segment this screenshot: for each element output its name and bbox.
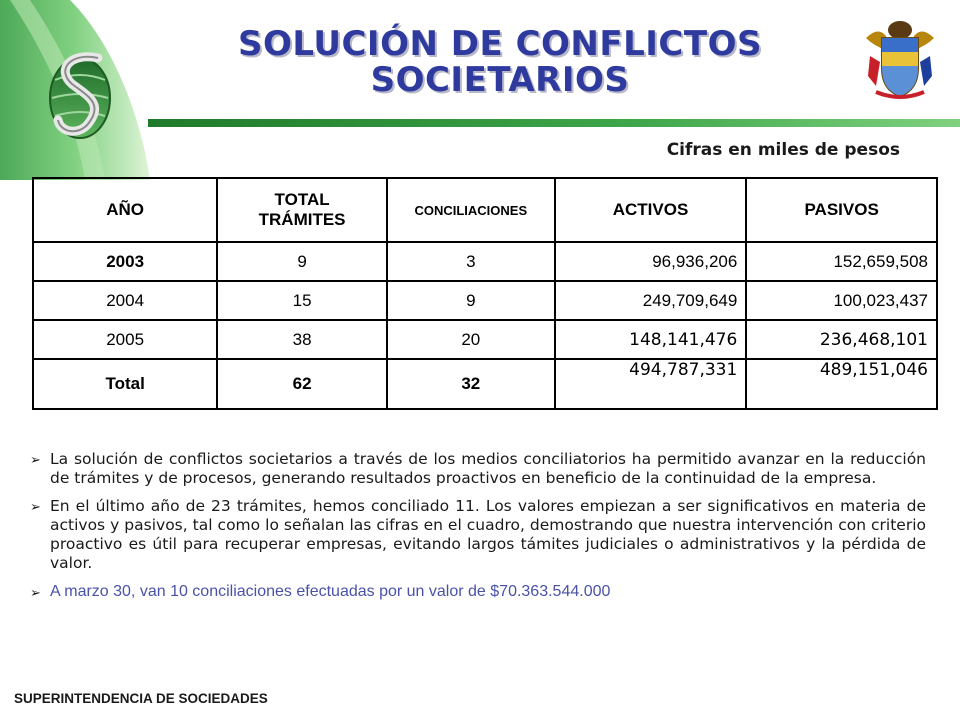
cell-total: 15 <box>217 281 387 320</box>
table-row <box>33 281 937 320</box>
arrow-bullet-icon: ➢ <box>30 453 41 468</box>
cell-total-liabilities: 489,151,046 <box>746 359 937 409</box>
header-assets: ACTIVOS <box>555 178 747 242</box>
footer-label: SUPERINTENDENCIA DE SOCIEDADES <box>14 691 268 706</box>
arrow-bullet-icon: ➢ <box>30 585 41 600</box>
list-item <box>30 497 926 573</box>
cell-assets: 249,709,649 <box>555 281 747 320</box>
table-header-row <box>33 178 937 242</box>
bullet-text: A marzo 30, van 10 conciliaciones efectuadas por un valor de $70.363.544.000 <box>50 583 611 600</box>
cell-year: 2003 <box>33 242 217 281</box>
supersociedades-logo-icon <box>0 0 160 180</box>
header-total-line2: TRÁMITES <box>258 210 346 229</box>
cell-total-total: 62 <box>217 359 387 409</box>
header-divider-line <box>148 119 960 127</box>
page-title <box>180 26 820 98</box>
cell-total-conciliations: 32 <box>387 359 555 409</box>
header-conciliations: CONCILIACIONES <box>387 178 555 242</box>
table-row <box>33 242 937 281</box>
cell-conciliations: 20 <box>387 320 555 359</box>
colombia-coat-of-arms-icon <box>862 16 938 100</box>
units-note: Cifras en miles de pesos <box>666 140 900 160</box>
list-item <box>30 582 926 601</box>
cell-liabilities: 100,023,437 <box>746 281 937 320</box>
cell-year: 2005 <box>33 320 217 359</box>
bullet-list <box>30 450 926 610</box>
cell-conciliations: 3 <box>387 242 555 281</box>
cell-liabilities: 236,468,101 <box>746 320 937 359</box>
cell-total-label: Total <box>33 359 217 409</box>
table-row <box>33 320 937 359</box>
cell-total-assets: 494,787,331 <box>555 359 747 409</box>
bullet-text: En el último año de 23 trámites, hemos conciliado 11. Los valores empiezan a ser significativos en materia de activos y pasivos, tal como lo señalan las cifras en el cuadro, demostrando que nuestra intervención con criterio proactivo es útil para recuperar empresas, evitando largos támites judiciales o administrativos y la pérdida de valor. <box>50 497 926 572</box>
cell-year: 2004 <box>33 281 217 320</box>
cell-total: 9 <box>217 242 387 281</box>
header-liabilities: PASIVOS <box>746 178 937 242</box>
cell-assets: 148,141,476 <box>555 320 747 359</box>
bullet-text: La solución de conflictos societarios a través de los medios conciliatorios ha permitido avanzar en la reducción de trámites y de procesos, generando resultados proactivos en beneficio de la continuidad de la empresa. <box>50 450 926 487</box>
list-item <box>30 450 926 488</box>
cell-assets: 96,936,206 <box>555 242 747 281</box>
arrow-bullet-icon: ➢ <box>30 500 41 515</box>
cell-liabilities: 152,659,508 <box>746 242 937 281</box>
data-table <box>32 177 938 410</box>
cell-total: 38 <box>217 320 387 359</box>
header-year: AÑO <box>33 178 217 242</box>
table-total-row <box>33 359 937 409</box>
title-line-2: SOCIETARIOS <box>370 60 630 100</box>
title-line-1: SOLUCIÓN DE CONFLICTOS <box>238 24 762 64</box>
cell-conciliations: 9 <box>387 281 555 320</box>
header-total-line1: TOTAL <box>274 190 330 209</box>
header-total <box>217 178 387 242</box>
